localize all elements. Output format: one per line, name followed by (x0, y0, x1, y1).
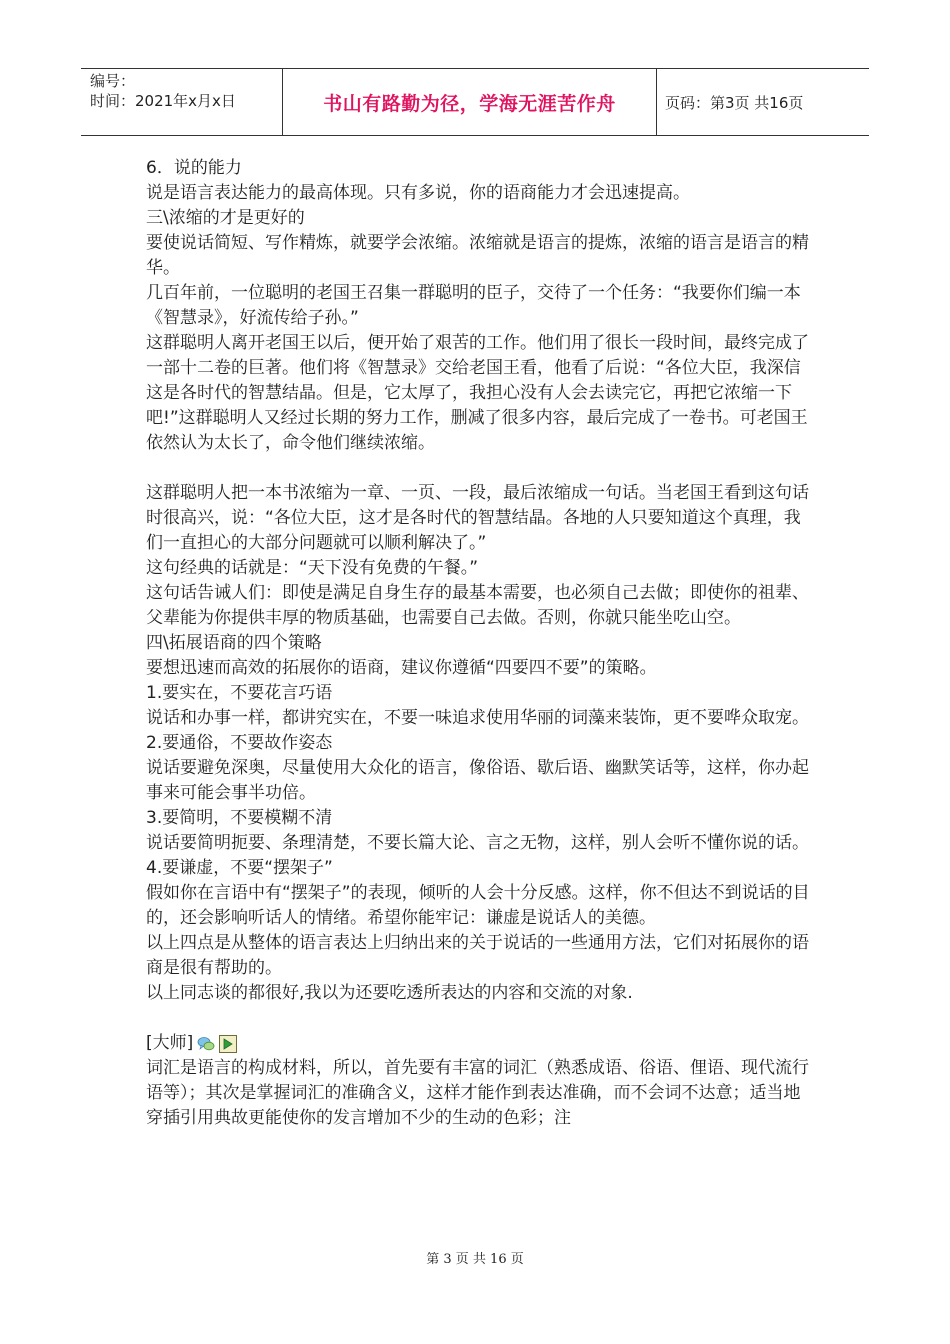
paragraph: 说话和办事一样，都讲究实在，不要一味追求使用华丽的词藻来装饰，更不要哗众取宠。 (146, 708, 809, 728)
paragraph: 几百年前，一位聪明的老国王召集一群聪明的臣子，交待了一个任务：“我要你们编一本《智慧录》，好流传给子孙。” (146, 283, 801, 328)
blank-line (146, 456, 810, 481)
page-footer: 第 3 页 共 16 页 (426, 1252, 524, 1267)
paragraph: 说话要避免深奥，尽量使用大众化的语言，像俗语、歇后语、幽默笑话等，这样，你办起事来可能会事半功倍。 (146, 758, 809, 803)
paragraph: 说话要简明扼要、条理清楚，不要长篇大论、言之无物，这样，别人会听不懂你说的话。 (146, 833, 809, 853)
number-label: 编号： (90, 72, 136, 90)
strategy-heading: 2.要通俗，不要故作姿态 (146, 733, 333, 753)
paragraph: 这群聪明人离开老国王以后，便开始了艰苦的工作。他们用了很长一段时间，最终完成了一部十二卷的巨著。他们将《智慧录》交给老国王看，他看了后说：“各位大臣，我深信这是各时代的智慧结晶。但是，它太厚了，我担心没有人会去读完它，再把它浓缩一下吧!”这群聪明人又经过长期的努力工作，删减了很多内容，最后完成了一卷书。可老国王依然认为太长了，命令他们继续浓缩。 (146, 333, 809, 453)
paragraph: 以上同志谈的都很好,我以为还要吃透所表达的内容和交流的对象. (146, 983, 633, 1003)
chat-bubbles-icon (197, 1036, 215, 1052)
paragraph: 要想迅速而高效的拓展你的语商，建议你遵循“四要四不要”的策略。 (146, 658, 657, 678)
paragraph: 这群聪明人把一本书浓缩为一章、一页、一段，最后浓缩成一句话。当老国王看到这句话时很高兴，说：“各位大臣，这才是各时代的智慧结晶。各地的人只要知道这个真理，我们一直担心的大部分问题就可以顺利解决了。” (146, 483, 809, 553)
paragraph: 6．说的能力 (146, 158, 242, 178)
header-motto: 书山有路勤为径，学海无涯苦作舟 (323, 92, 616, 115)
paragraph: 词汇是语言的构成材料，所以，首先要有丰富的词汇（熟悉成语、俗语、俚语、现代流行语等）；其次是掌握词汇的准确含义，这样才能作到表达准确，而不会词不达意；适当地穿插引用典故更能使你的发言增加不少的生动的色彩；注 (146, 1058, 809, 1128)
green-arrow-icon[interactable] (219, 1035, 237, 1053)
paragraph: 以上四点是从整体的语言表达上归纳出来的关于说话的一些通用方法，它们对拓展你的语商是很有帮助的。 (146, 933, 809, 978)
header-right-cell (657, 69, 869, 135)
paragraph: 这句话告诫人们：即使是满足自身生存的最基本需要，也必须自己去做；即使你的祖辈、父辈能为你提供丰厚的物质基础，也需要自己去做。否则，你就只能坐吃山空。 (146, 583, 809, 628)
header-left-cell (81, 69, 283, 135)
paragraph: 要使说话简短、写作精炼，就要学会浓缩。浓缩就是语言的提炼，浓缩的语言是语言的精华。 (146, 233, 809, 278)
master-reply-line (146, 1031, 810, 1056)
section-heading: 三\浓缩的才是更好的 (146, 208, 305, 228)
strategy-heading: 4.要谦虚，不要“摆架子” (146, 858, 333, 878)
master-label: [大师] (146, 1033, 194, 1053)
paragraph: 假如你在言语中有“摆架子”的表现，倾听的人会十分反感。这样，你不但达不到说话的目的，还会影响听话人的情绪。希望你能牢记：谦虚是说话人的美德。 (146, 883, 810, 928)
page-header (81, 68, 869, 136)
header-middle-cell (283, 69, 657, 135)
document-body (146, 156, 810, 1131)
paragraph: 这句经典的话就是：“天下没有免费的午餐。” (146, 558, 479, 578)
section-heading: 四\拓展语商的四个策略 (146, 633, 322, 653)
strategy-heading: 3.要简明，不要模糊不清 (146, 808, 333, 828)
strategy-heading: 1.要实在，不要花言巧语 (146, 683, 333, 703)
paragraph: 说是语言表达能力的最高体现。只有多说，你的语商能力才会迅速提高。 (146, 183, 690, 203)
page-info: 页码：第3页 共16页 (665, 93, 804, 112)
blank-line (146, 1006, 810, 1031)
time-label: 时间：2021年x月x日 (90, 92, 236, 110)
